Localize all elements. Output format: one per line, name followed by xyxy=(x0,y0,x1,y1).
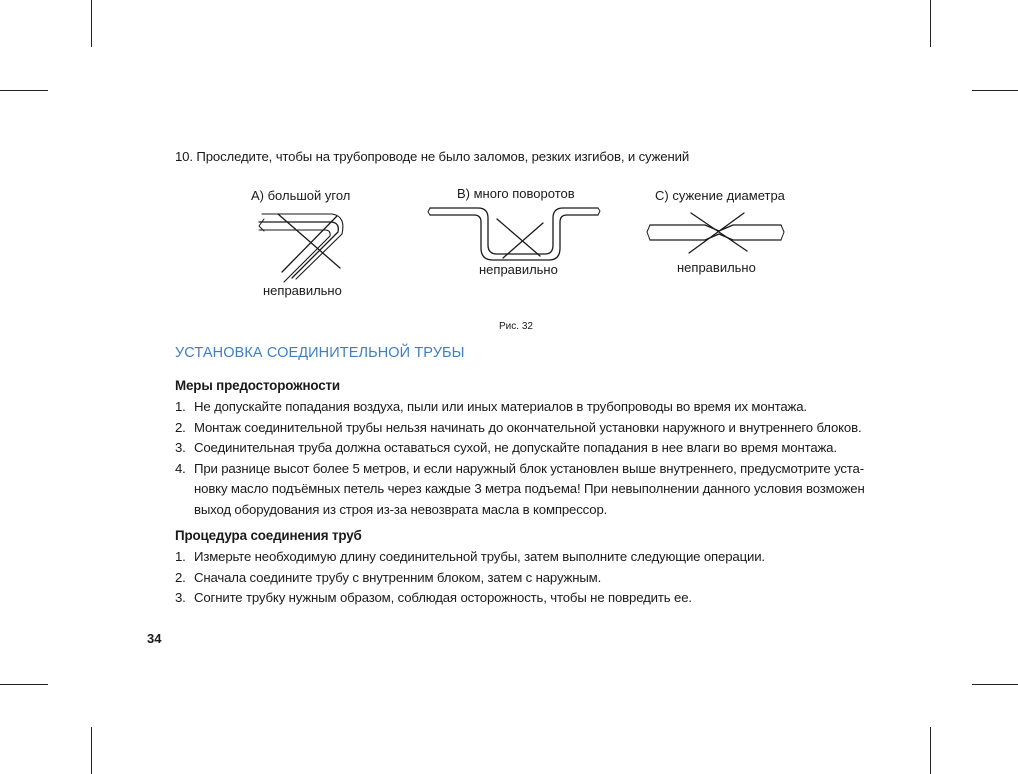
cross-line xyxy=(497,219,540,256)
wrong-label-b: неправильно xyxy=(479,262,558,277)
list-item-number: 4. xyxy=(175,460,186,476)
list-item-number: 1. xyxy=(175,549,186,564)
step-10-text: 10. Проследите, чтобы на трубопроводе не было заломов, резких изгибов, и сужений xyxy=(175,149,690,164)
section-title: УСТАНОВКА СОЕДИНИТЕЛЬНОЙ ТРУБЫ xyxy=(175,345,465,361)
list-item xyxy=(175,568,765,589)
diagram-b-many-turns xyxy=(428,208,600,260)
list-item-text: Не допускайте попадания воздуха, пыли или иных материалов в трубопроводы во время их монтажа. xyxy=(194,399,807,414)
list-item-text: новку масло подъёмных петель через каждые 3 метра подъема! При невыполнении данного условия возможен xyxy=(194,481,865,496)
label-c: С) сужение диаметра xyxy=(655,188,785,203)
list-item-number: 2. xyxy=(175,569,186,585)
list-item-text: Согните трубку нужным образом, соблюдая осторожность, чтобы не повредить ее. xyxy=(194,590,692,605)
figure-caption: Рис. 32 xyxy=(499,321,533,332)
list-item-number: 3. xyxy=(175,440,186,455)
list-item-text: Сначала соедините трубу с внутренним блоком, затем с наружным. xyxy=(194,569,602,585)
list-item-text: Монтаж соединительной трубы нельзя начинать до окончательной установки наружного и внутреннего блоков. xyxy=(194,419,862,435)
list-item-number: 2. xyxy=(175,419,186,435)
list-item-text: выход оборудования из строя из-за невозврата масла в компрессор. xyxy=(194,501,608,517)
list-item-text: Соединительная труба должна оставаться сухой, не допускайте попадания в нее влаги во время монтажа. xyxy=(194,440,837,455)
label-b: В) много поворотов xyxy=(457,186,575,201)
list-item-number: 3. xyxy=(175,590,186,605)
list-item xyxy=(175,588,765,609)
page-number: 34 xyxy=(147,631,162,646)
list-item xyxy=(175,547,765,568)
precautions-list xyxy=(175,397,865,520)
list-item xyxy=(175,438,865,459)
list-item xyxy=(175,397,865,418)
label-a: А) большой угол xyxy=(251,188,351,203)
list-item xyxy=(175,459,865,521)
list-item-number: 1. xyxy=(175,399,186,414)
wrong-label-c: неправильно xyxy=(677,260,756,275)
list-item-text: Измерьте необходимую длину соединительной трубы, затем выполните следующие операции. xyxy=(194,549,765,564)
precautions-title: Меры предосторожности xyxy=(175,378,341,393)
cross-line xyxy=(689,213,744,253)
wrong-label-a: неправильно xyxy=(263,283,342,298)
procedure-title: Процедура соединения труб xyxy=(175,528,362,543)
list-item xyxy=(175,418,865,439)
diagram-a-large-angle xyxy=(259,214,343,282)
list-item-text: При разнице высот более 5 метров, и если наружный блок установлен выше внутреннего, предусмотрите уста- xyxy=(194,460,864,476)
diagram-c-narrowing xyxy=(647,213,784,253)
procedure-list xyxy=(175,547,765,609)
